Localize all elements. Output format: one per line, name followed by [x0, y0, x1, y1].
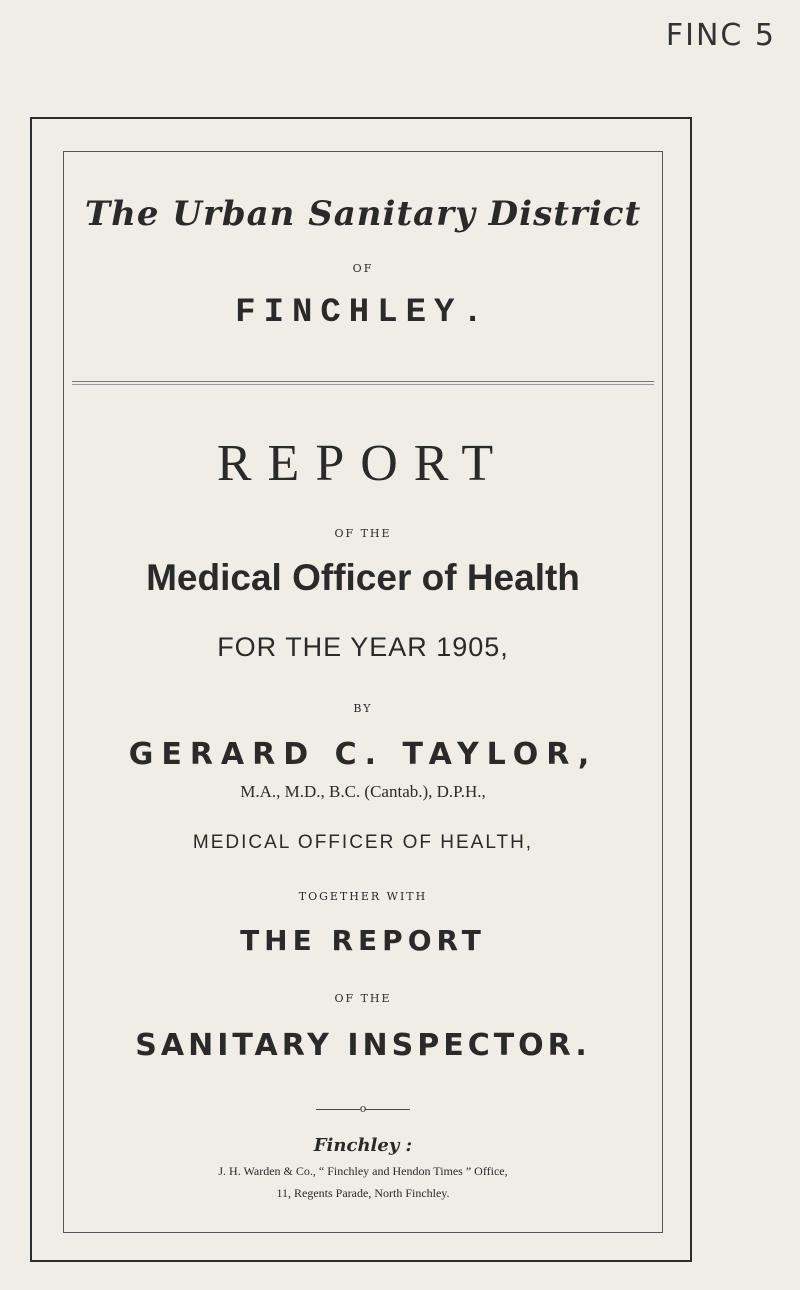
- officer-title: Medical Officer of Health: [146, 557, 580, 598]
- report-heading: REPORT: [216, 435, 510, 492]
- author-name: GERARD C. TAYLOR,: [128, 737, 598, 772]
- place-title: FINCHLEY.: [235, 294, 491, 332]
- of-label: OF: [352, 262, 374, 275]
- together-with-label: TOGETHER WITH: [298, 890, 428, 903]
- ornament-rule: [64, 1102, 662, 1115]
- outer-border: [30, 117, 692, 1262]
- title-divider-lower: [72, 384, 654, 385]
- archive-reference-mark: FINC 5: [665, 18, 776, 53]
- author-degrees: M.A., M.D., B.C. (Cantab.), D.P.H.,: [240, 782, 486, 801]
- imprint-place: Finchley :: [313, 1135, 413, 1156]
- imprint-address: 11, Regents Parade, North Finchley.: [276, 1186, 450, 1200]
- by-label: BY: [353, 702, 373, 715]
- of-the-label-2: OF THE: [334, 992, 392, 1005]
- title-divider: [72, 381, 654, 382]
- author-role: MEDICAL OFFICER OF HEALTH,: [192, 832, 534, 853]
- ornament-glyph: o: [359, 1102, 367, 1115]
- district-title: The Urban Sanitary District: [84, 194, 642, 234]
- second-report-heading: THE REPORT: [240, 924, 486, 957]
- imprint-printer: J. H. Warden & Co., “ Finchley and Hendon Times ” Office,: [218, 1164, 508, 1178]
- inspector-heading: SANITARY INSPECTOR.: [135, 1028, 591, 1063]
- of-the-label: OF THE: [334, 527, 392, 540]
- ornament-rule-left: [316, 1109, 360, 1110]
- inner-border: [63, 151, 663, 1233]
- year-line: FOR THE YEAR 1905,: [217, 632, 509, 662]
- ornament-rule-right: [366, 1109, 410, 1110]
